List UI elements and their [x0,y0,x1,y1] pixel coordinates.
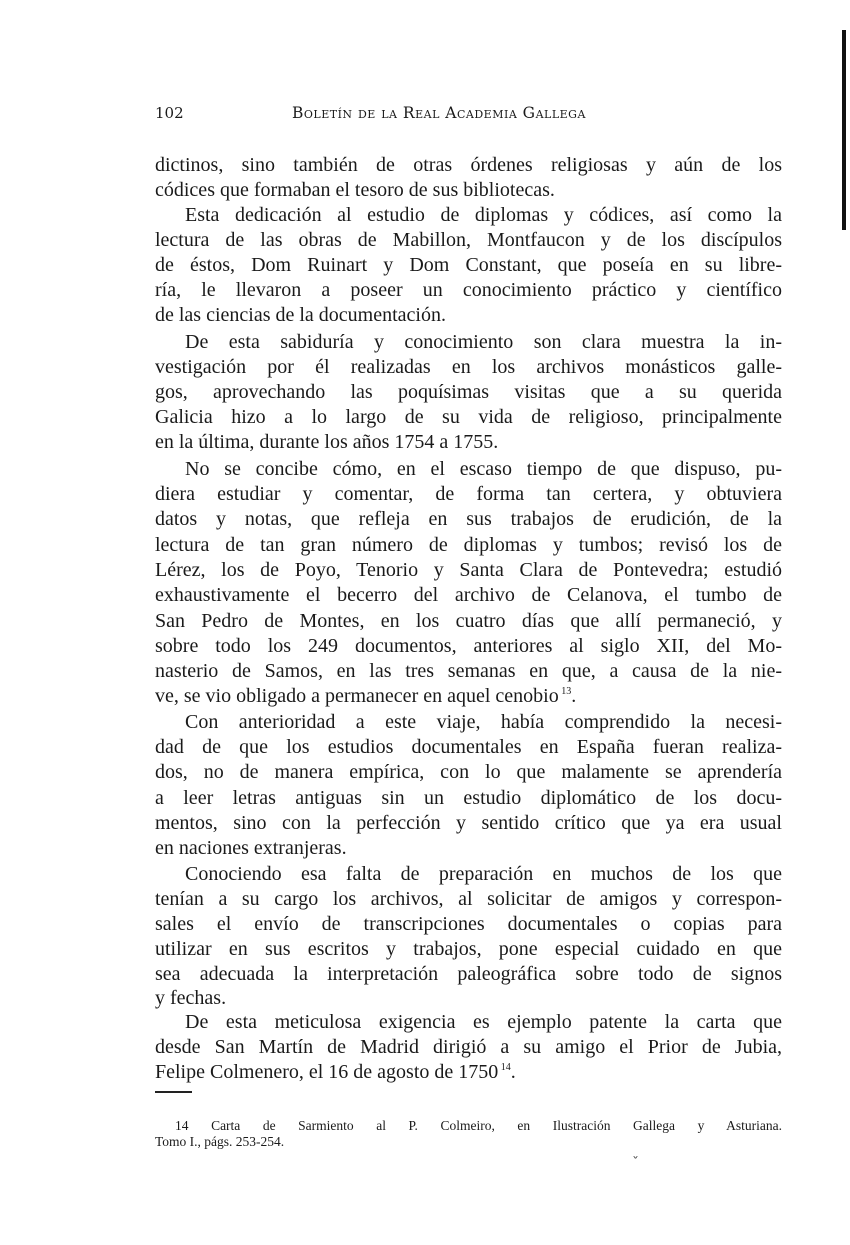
text-line: tenían a su cargo los archivos, al solicitar de amigos y correspon- [155,888,782,910]
text-line: Lérez, los de Poyo, Tenorio y Santa Clara de Pontevedra; estudió [155,559,782,581]
text-line: dad de que los estudios documentales en España fueran realiza- [155,736,782,758]
text-line: diera estudiar y comentar, de forma tan certera, y obtuviera [155,483,782,505]
text-line: exhaustivamente el becerro del archivo de Celanova, el tumbo de [155,584,782,606]
scan-mark: ˇ [632,1155,639,1171]
text-line: lectura de tan gran número de diplomas y tumbos; revisó los de [155,534,782,556]
text-line: en la última, durante los años 1754 a 1755. [155,431,499,453]
text-line: de las ciencias de la documentación. [155,304,446,326]
running-head: Boletín de la Real Academia Gallega [292,104,586,122]
text-line: de éstos, Dom Ruinart y Dom Constant, que poseía en su libre- [155,254,782,276]
text-line: Conociendo esa falta de preparación en muchos de los que [185,863,782,885]
scan-edge-bar [842,30,846,230]
footnote-line: Tomo I., págs. 253-254. [155,1134,285,1149]
text-line: De esta meticulosa exigencia es ejemplo patente la carta que [185,1011,782,1033]
text-line: lectura de las obras de Mabillon, Montfaucon y de los discípulos [155,229,782,251]
text-line: y fechas. [155,987,227,1009]
text-line: No se concibe cómo, en el escaso tiempo de que dispuso, pu- [185,458,782,480]
text-line: vestigación por él realizadas en los archivos monásticos galle- [155,356,782,378]
text-line: nasterio de Samos, en las tres semanas en que, a causa de la nie- [155,660,782,682]
text-line: De esta sabiduría y conocimiento son clara muestra la in- [185,331,782,353]
text-line: dictinos, sino también de otras órdenes religiosas y aún de los [155,154,782,176]
text-line: San Pedro de Montes, en los cuatro días que allí permaneció, y [155,610,782,632]
footnote-line: 14 Carta de Sarmiento al P. Colmeiro, en Ilustración Gallega y Asturiana. [175,1118,782,1133]
text-line: mentos, sino con la perfección y sentido crítico que ya era usual [155,812,782,834]
text-line: datos y notas, que refleja en sus trabajos de erudición, de la [155,508,782,530]
text-line: desde San Martín de Madrid dirigió a su amigo el Prior de Jubia, [155,1036,782,1058]
text-line: dos, no de manera empírica, con lo que malamente se aprendería [155,761,782,783]
text-line: utilizar en sus escritos y trabajos, pone especial cuidado en que [155,938,782,960]
text-line: Con anterioridad a este viaje, había comprendido la necesi- [185,711,782,733]
text-line: códices que formaban el tesoro de sus bibliotecas. [155,179,555,201]
text-line: a leer letras antiguas sin un estudio diplomático de los docu- [155,787,782,809]
footnote-rule [155,1091,192,1093]
text-line: sales el envío de transcripciones documentales o copias para [155,913,782,935]
text-line: gos, aprovechando las poquísimas visitas que a su querida [155,381,782,403]
text-line: Felipe Colmenero, el 16 de agosto de 1750 $^{14}$. [155,1061,516,1083]
text-line: ría, le llevaron a poseer un conocimiento práctico y científico [155,279,782,301]
text-line: ve, se vio obligado a permanecer en aquel cenobio $^{13}$. [155,685,577,707]
text-line: sea adecuada la interpretación paleográfica sobre todo de signos [155,963,782,985]
text-line: Galicia hizo a lo largo de su vida de religioso, principalmente [155,406,782,428]
text-line: en naciones extranjeras. [155,837,347,859]
page-number: 102 [155,104,184,122]
text-line: Esta dedicación al estudio de diplomas y códices, así como la [185,204,782,226]
footnote-reference: 13 [558,686,572,697]
footnote-reference: 14 [498,1062,511,1073]
text-line: sobre todo los 249 documentos, anteriores al siglo XII, del Mo- [155,635,782,657]
